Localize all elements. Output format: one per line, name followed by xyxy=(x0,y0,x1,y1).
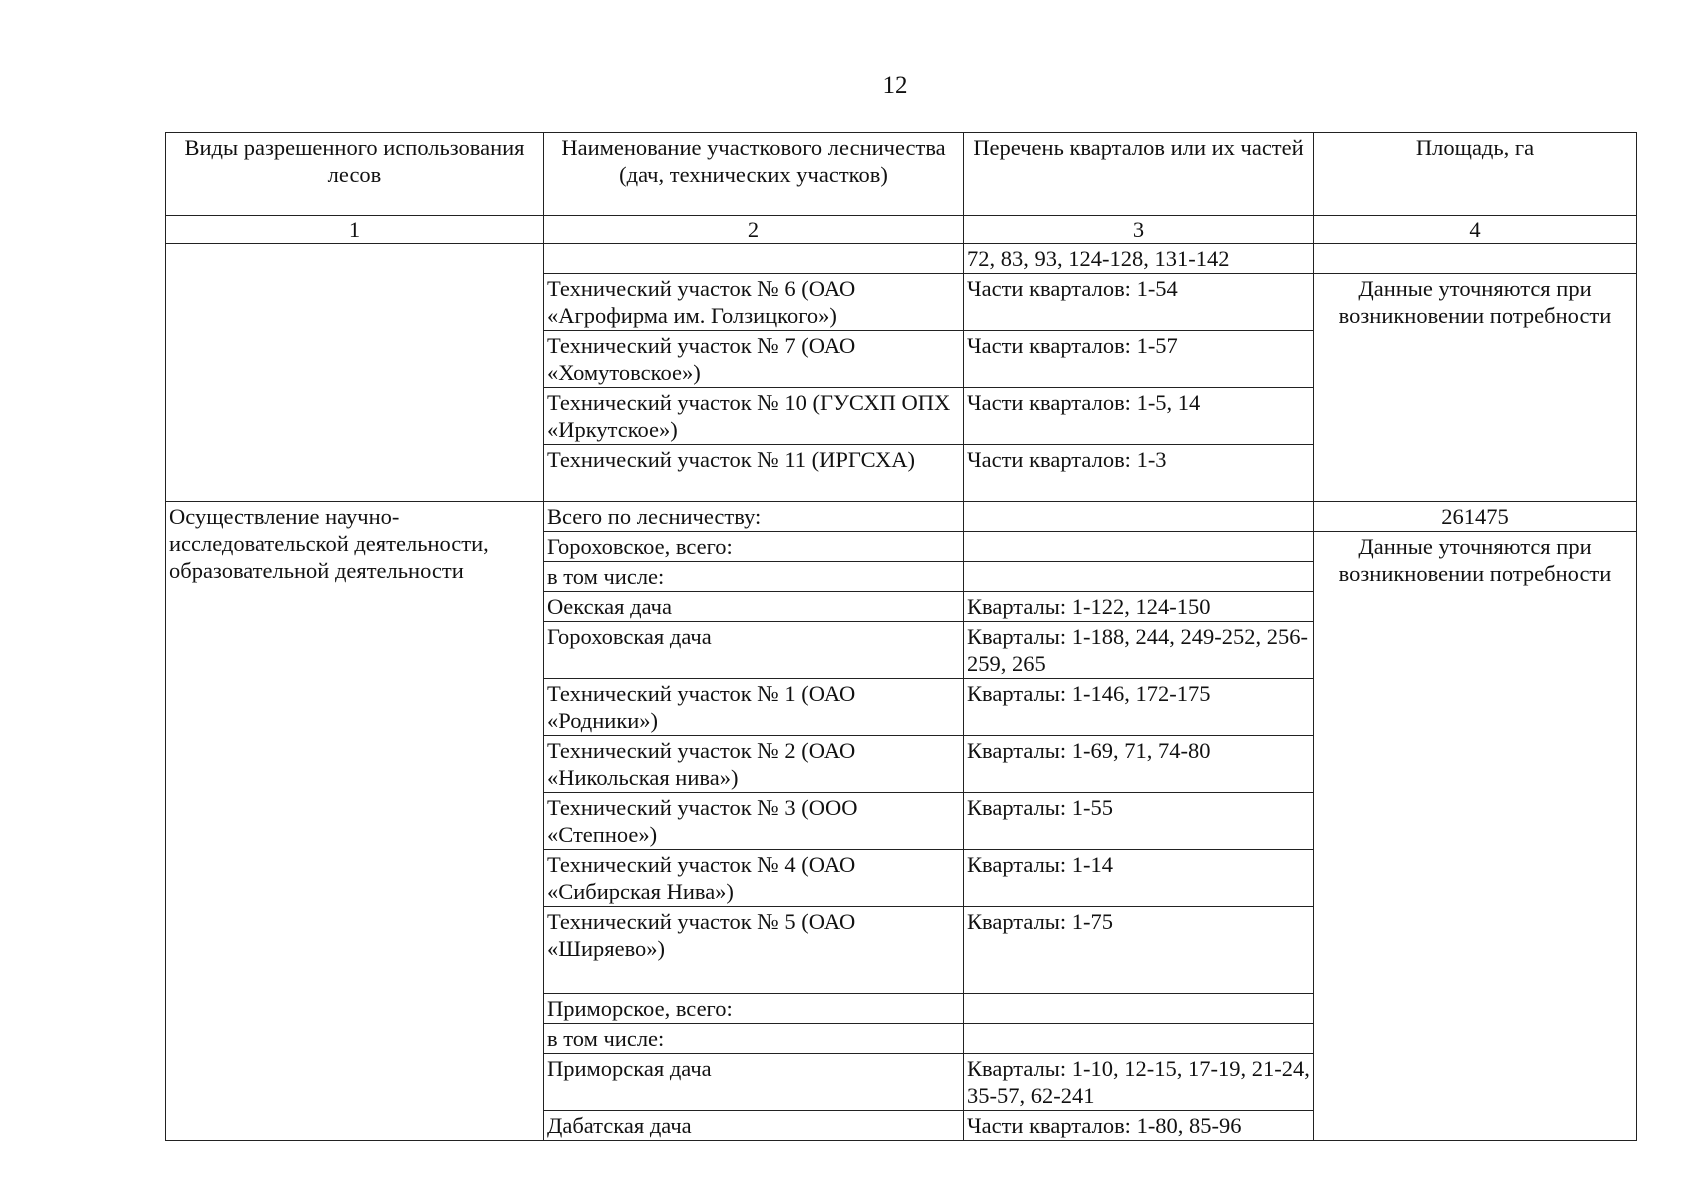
total-area: 261475 xyxy=(1314,502,1637,532)
quarters-cell: Кварталы: 1-69, 71, 74-80 xyxy=(964,736,1314,793)
quarters-cell: Кварталы: 1-14 xyxy=(964,850,1314,907)
quarters-cell: Части кварталов: 1-57 xyxy=(964,331,1314,388)
forestry-name-cell: Технический участок № 3 (ООО «Степное») xyxy=(544,793,964,850)
forestry-name-cell: Гороховская дача xyxy=(544,622,964,679)
forestry-name-cell: Технический участок № 6 (ОАО «Агрофирма им. Голзицкого») xyxy=(544,274,964,331)
use-type-cell: Осуществление научно-исследовательской деятельности, образовательной деятельности xyxy=(166,502,544,1141)
forestry-name-cell: Технический участок № 10 (ГУСХП ОПХ «Иркутское») xyxy=(544,388,964,445)
header-row xyxy=(166,133,1637,216)
forestry-name-cell: Оекская дача xyxy=(544,592,964,622)
quarters-cell xyxy=(964,562,1314,592)
column-number: 4 xyxy=(1314,216,1637,244)
forestry-name-cell: Гороховское, всего: xyxy=(544,532,964,562)
table-row xyxy=(166,502,1637,532)
quarters-cell: Кварталы: 1-75 xyxy=(964,907,1314,994)
quarters-cell xyxy=(964,502,1314,532)
page-number: 12 xyxy=(882,72,908,99)
column-number-row xyxy=(166,216,1637,244)
column-number: 2 xyxy=(544,216,964,244)
quarters-cell: Части кварталов: 1-80, 85-96 xyxy=(964,1111,1314,1141)
forestry-name-cell: Технический участок № 4 (ОАО «Сибирская Нива») xyxy=(544,850,964,907)
forestry-name-cell: Технический участок № 7 (ОАО «Хомутовское») xyxy=(544,331,964,388)
table-row xyxy=(166,244,1637,274)
quarters-cell: Части кварталов: 1-54 xyxy=(964,274,1314,331)
forestry-name-cell: Приморское, всего: xyxy=(544,994,964,1024)
quarters-cell: Кварталы: 1-122, 124-150 xyxy=(964,592,1314,622)
forestry-name-cell xyxy=(544,244,964,274)
forestry-name-cell: в том числе: xyxy=(544,1024,964,1054)
use-type-cell xyxy=(166,244,544,502)
quarters-cell: Части кварталов: 1-3 xyxy=(964,445,1314,502)
quarters-cell xyxy=(964,994,1314,1024)
forest-use-table xyxy=(165,132,1637,1141)
quarters-cell: Части кварталов: 1-5, 14 xyxy=(964,388,1314,445)
area-note: Данные уточняются при возникновении потребности xyxy=(1314,532,1637,1141)
quarters-cell: Кварталы: 1-55 xyxy=(964,793,1314,850)
quarters-cell: Кварталы: 1-146, 172-175 xyxy=(964,679,1314,736)
area-note: Данные уточняются при возникновении потребности xyxy=(1314,274,1637,502)
forestry-name-cell: в том числе: xyxy=(544,562,964,592)
header-area: Площадь, га xyxy=(1314,133,1637,216)
total-label: Всего по лесничеству: xyxy=(544,502,964,532)
column-number: 3 xyxy=(964,216,1314,244)
header-use-type: Виды разрешенного использования лесов xyxy=(166,133,544,216)
quarters-cell xyxy=(964,532,1314,562)
forestry-name-cell: Технический участок № 11 (ИРГСХА) xyxy=(544,445,964,502)
quarters-cell xyxy=(964,1024,1314,1054)
column-number: 1 xyxy=(166,216,544,244)
forestry-name-cell: Технический участок № 2 (ОАО «Никольская нива») xyxy=(544,736,964,793)
quarters-cell: 72, 83, 93, 124-128, 131-142 xyxy=(964,244,1314,274)
quarters-cell: Кварталы: 1-10, 12-15, 17-19, 21-24, 35-57, 62-241 xyxy=(964,1054,1314,1111)
forestry-name-cell: Дабатская дача xyxy=(544,1111,964,1141)
forestry-name-cell: Технический участок № 5 (ОАО «Ширяево») xyxy=(544,907,964,994)
header-forestry-name: Наименование участкового лесничества (дач, технических участков) xyxy=(544,133,964,216)
area-cell xyxy=(1314,244,1637,274)
quarters-cell: Кварталы: 1-188, 244, 249-252, 256-259, 265 xyxy=(964,622,1314,679)
forestry-name-cell: Приморская дача xyxy=(544,1054,964,1111)
forestry-name-cell: Технический участок № 1 (ОАО «Родники») xyxy=(544,679,964,736)
header-quarters: Перечень кварталов или их частей xyxy=(964,133,1314,216)
